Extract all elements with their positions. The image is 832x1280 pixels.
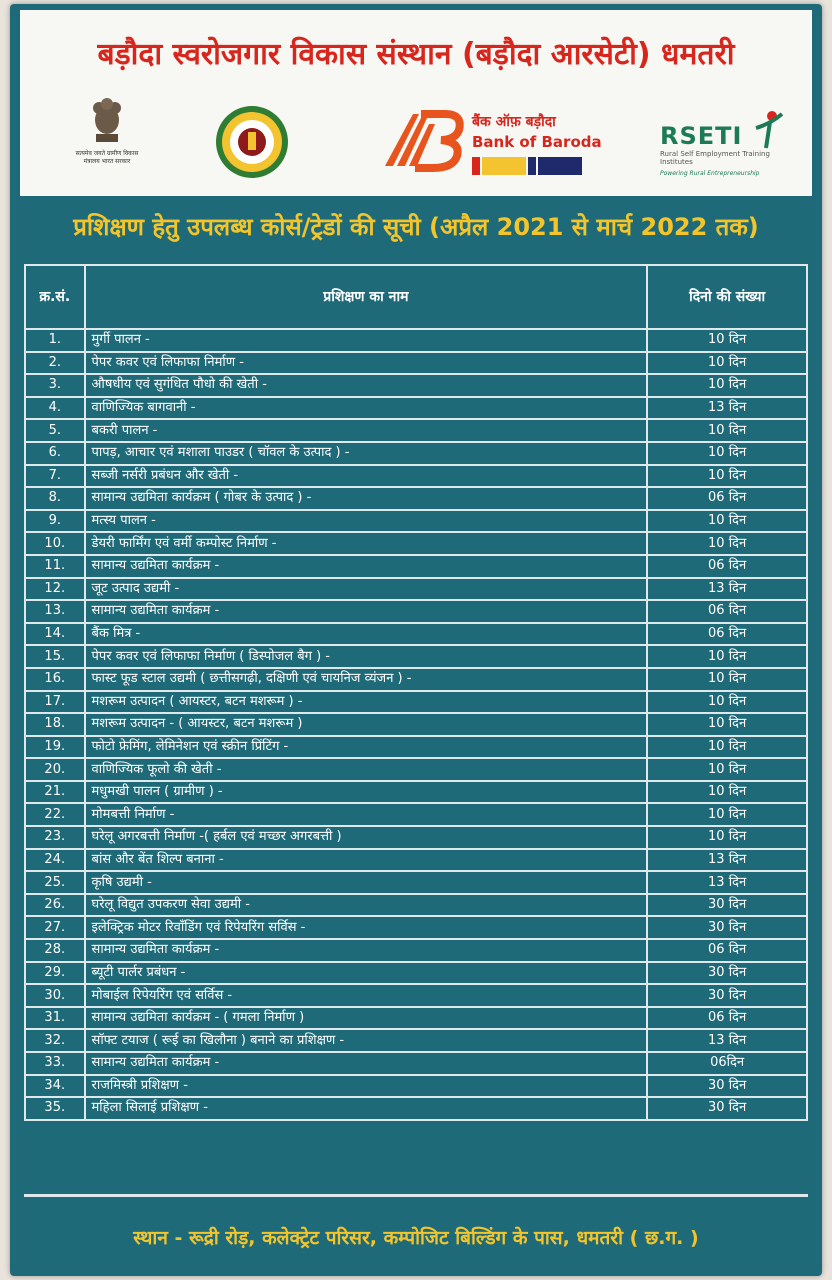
table-row: [25, 465, 807, 488]
row-course-name: पेपर कवर एवं लिफाफा निर्माण ( डिस्पोजल बैग ) -: [85, 645, 648, 668]
row-days: 06 दिन: [647, 600, 807, 623]
rseti-subtitle: Rural Self Employment Training Institutes: [660, 150, 770, 166]
table-row: [25, 1029, 807, 1052]
rseti-figure-icon: [752, 108, 786, 152]
row-days: 10 दिन: [647, 826, 807, 849]
row-serial: 25.: [25, 871, 85, 894]
table-row: [25, 939, 807, 962]
row-course-name: पापड़, आचार एवं मशाला पाउडर ( चॉवल के उत्पाद ) -: [85, 442, 648, 465]
rseti-tagline: Powering Rural Entrepreneurship: [660, 170, 760, 177]
row-days: 10 दिन: [647, 329, 807, 352]
table-row: [25, 397, 807, 420]
row-days: 10 दिन: [647, 374, 807, 397]
row-serial: 34.: [25, 1075, 85, 1098]
table-row: [25, 487, 807, 510]
table-row: [25, 645, 807, 668]
row-days: 13 दिन: [647, 1029, 807, 1052]
table-row: [25, 894, 807, 917]
row-serial: 30.: [25, 984, 85, 1007]
row-serial: 8.: [25, 487, 85, 510]
table-row: [25, 871, 807, 894]
row-serial: 16.: [25, 668, 85, 691]
list-subtitle: प्रशिक्षण हेतु उपलब्ध कोर्स/ट्रेडों की सूची (अप्रैल 2021 से मार्च 2022 तक): [73, 213, 759, 241]
row-course-name: फास्ट फूड स्टाल उद्यमी ( छत्तीसगढ़ी, दक्षिणी एवं चायनिज व्यंजन ) -: [85, 668, 648, 691]
row-days: 06 दिन: [647, 623, 807, 646]
row-days: 10 दिन: [647, 668, 807, 691]
row-course-name: डेयरी फार्मिंग एवं वर्मी कम्पोस्ट निर्माण -: [85, 532, 648, 555]
row-course-name: वाणिज्यिक फूलो की खेती -: [85, 758, 648, 781]
emblem-caption: सत्यमेव जयते ग्रामीण विकास मंत्रालय भारत सरकार: [75, 150, 139, 165]
bank-of-baroda-logo: [375, 106, 465, 176]
page-title: बड़ौदा स्वरोजगार विकास संस्थान (बड़ौदा आरसेटी) धमतरी: [97, 37, 735, 72]
table-row: [25, 803, 807, 826]
row-days: 06 दिन: [647, 1007, 807, 1030]
row-serial: 20.: [25, 758, 85, 781]
row-serial: 3.: [25, 374, 85, 397]
table-row: [25, 668, 807, 691]
table-row: [25, 736, 807, 759]
row-course-name: सामान्य उद्यमिता कार्यक्रम -: [85, 555, 648, 578]
merged-banks-strip: [472, 157, 612, 175]
row-days: 30 दिन: [647, 1097, 807, 1120]
table-row: [25, 352, 807, 375]
row-course-name: फोटो फ्रेमिंग, लेमिनेशन एवं स्क्रीन प्रिंटिंग -: [85, 736, 648, 759]
row-course-name: जूट उत्पाद उद्यमी -: [85, 578, 648, 601]
table-row: [25, 623, 807, 646]
table-row: [25, 849, 807, 872]
row-serial: 15.: [25, 645, 85, 668]
row-serial: 17.: [25, 691, 85, 714]
row-days: 06 दिन: [647, 555, 807, 578]
table-row: [25, 962, 807, 985]
row-course-name: सामान्य उद्यमिता कार्यक्रम -: [85, 1052, 648, 1075]
column-header-serial: क्र.सं.: [25, 265, 85, 329]
location-footer: स्थान - रूद्री रोड़, कलेक्ट्रेट परिसर, कम्पोजिट बिल्डिंग के पास, धमतरी ( छ.ग. ): [133, 1227, 699, 1249]
course-table: [24, 264, 808, 1121]
row-course-name: मशरूम उत्पादन - ( आयस्टर, बटन मशरूम ): [85, 713, 648, 736]
row-serial: 24.: [25, 849, 85, 872]
row-days: 30 दिन: [647, 962, 807, 985]
row-course-name: महिला सिलाई प्रशिक्षण -: [85, 1097, 648, 1120]
row-serial: 28.: [25, 939, 85, 962]
rseti-logo: [660, 108, 790, 184]
row-serial: 18.: [25, 713, 85, 736]
row-days: 10 दिन: [647, 736, 807, 759]
row-course-name: मत्स्य पालन -: [85, 510, 648, 533]
row-days: 10 दिन: [647, 419, 807, 442]
row-serial: 6.: [25, 442, 85, 465]
row-serial: 23.: [25, 826, 85, 849]
row-course-name: मोबाईल रिपेयरिंग एवं सर्विस -: [85, 984, 648, 1007]
row-course-name: सामान्य उद्यमिता कार्यक्रम - ( गमला निर्माण ): [85, 1007, 648, 1030]
row-days: 13 दिन: [647, 849, 807, 872]
bank-name-hindi: बैंक ऑफ़ बड़ौदा: [472, 114, 556, 130]
row-days: 30 दिन: [647, 916, 807, 939]
row-days: 10 दिन: [647, 442, 807, 465]
table-row: [25, 510, 807, 533]
header-panel: [20, 10, 812, 196]
state-seal-icon: [214, 104, 290, 180]
row-course-name: बांस और बेंत शिल्प बनाना -: [85, 849, 648, 872]
row-days: 10 दिन: [647, 465, 807, 488]
column-header-course-name: प्रशिक्षण का नाम: [85, 265, 648, 329]
row-serial: 11.: [25, 555, 85, 578]
table-row: [25, 532, 807, 555]
table-header-row: [25, 265, 807, 329]
row-days: 10 दिन: [647, 691, 807, 714]
row-serial: 26.: [25, 894, 85, 917]
row-course-name: बैंक मित्र -: [85, 623, 648, 646]
row-days: 30 दिन: [647, 1075, 807, 1098]
table-row: [25, 555, 807, 578]
row-days: 10 दिन: [647, 803, 807, 826]
row-course-name: मुर्गी पालन -: [85, 329, 648, 352]
row-course-name: राजमिस्त्री प्रशिक्षण -: [85, 1075, 648, 1098]
table-row: [25, 781, 807, 804]
row-course-name: सामान्य उद्यमिता कार्यक्रम ( गोबर के उत्पाद ) -: [85, 487, 648, 510]
table-row: [25, 1007, 807, 1030]
row-serial: 13.: [25, 600, 85, 623]
row-serial: 29.: [25, 962, 85, 985]
table-row: [25, 442, 807, 465]
table-row: [25, 374, 807, 397]
table-row: [25, 1075, 807, 1098]
row-days: 10 दिन: [647, 352, 807, 375]
national-emblem-logo: [72, 94, 142, 184]
bank-name-english: Bank of Baroda: [472, 133, 602, 151]
row-course-name: ब्यूटी पार्लर प्रबंधन -: [85, 962, 648, 985]
row-course-name: सब्जी नर्सरी प्रबंधन और खेती -: [85, 465, 648, 488]
row-serial: 21.: [25, 781, 85, 804]
table-row: [25, 578, 807, 601]
row-course-name: घरेलू अगरबत्ती निर्माण -( हर्बल एवं मच्छर अगरबत्ती ): [85, 826, 648, 849]
bank-of-baroda-wordmark: [472, 112, 612, 175]
row-course-name: मोमबत्ती निर्माण -: [85, 803, 648, 826]
row-serial: 32.: [25, 1029, 85, 1052]
row-serial: 9.: [25, 510, 85, 533]
row-days: 10 दिन: [647, 510, 807, 533]
row-serial: 4.: [25, 397, 85, 420]
row-days: 10 दिन: [647, 713, 807, 736]
row-serial: 31.: [25, 1007, 85, 1030]
row-days: 13 दिन: [647, 397, 807, 420]
row-days: 10 दिन: [647, 758, 807, 781]
baroda-sun-icon: [375, 106, 465, 176]
row-days: 10 दिन: [647, 645, 807, 668]
row-course-name: सॉफ्ट टयाज ( रूई का खिलौना ) बनाने का प्रशिक्षण -: [85, 1029, 648, 1052]
row-serial: 12.: [25, 578, 85, 601]
row-course-name: घरेलू विद्युत उपकरण सेवा उद्यमी -: [85, 894, 648, 917]
row-serial: 7.: [25, 465, 85, 488]
row-course-name: पेपर कवर एवं लिफाफा निर्माण -: [85, 352, 648, 375]
table-row: [25, 916, 807, 939]
row-serial: 33.: [25, 1052, 85, 1075]
table-row: [25, 600, 807, 623]
poster-banner: [10, 4, 822, 1276]
row-days: 13 दिन: [647, 578, 807, 601]
row-days: 06 दिन: [647, 939, 807, 962]
course-rows: [25, 329, 807, 1120]
row-days: 30 दिन: [647, 984, 807, 1007]
table-row: [25, 329, 807, 352]
table-row: [25, 691, 807, 714]
ashoka-emblem-icon: [72, 94, 142, 150]
row-serial: 14.: [25, 623, 85, 646]
table-row: [25, 713, 807, 736]
row-course-name: औषधीय एवं सुगंधित पौधो की खेती -: [85, 374, 648, 397]
table-row: [25, 419, 807, 442]
row-course-name: मधुमखी पालन ( ग्रामीण ) -: [85, 781, 648, 804]
row-serial: 5.: [25, 419, 85, 442]
row-serial: 19.: [25, 736, 85, 759]
row-days: 06 दिन: [647, 487, 807, 510]
footer-divider: [24, 1194, 808, 1197]
table-row: [25, 984, 807, 1007]
rseti-wordmark: RSETI: [660, 122, 743, 150]
row-course-name: कृषि उद्यमी -: [85, 871, 648, 894]
row-course-name: वाणिज्यिक बागवानी -: [85, 397, 648, 420]
row-serial: 22.: [25, 803, 85, 826]
row-course-name: सामान्य उद्यमिता कार्यक्रम -: [85, 939, 648, 962]
row-days: 30 दिन: [647, 894, 807, 917]
table-row: [25, 758, 807, 781]
table-row: [25, 826, 807, 849]
row-course-name: इलेक्ट्रिक मोटर रिवाँडिंग एवं रिपेयरिंग सर्विस -: [85, 916, 648, 939]
row-days: 06दिन: [647, 1052, 807, 1075]
chhattisgarh-seal-logo: [214, 104, 290, 180]
row-serial: 2.: [25, 352, 85, 375]
row-serial: 35.: [25, 1097, 85, 1120]
table-row: [25, 1052, 807, 1075]
row-days: 10 दिन: [647, 781, 807, 804]
row-serial: 1.: [25, 329, 85, 352]
row-days: 10 दिन: [647, 532, 807, 555]
column-header-days: दिनो की संख्या: [647, 265, 807, 329]
row-course-name: बकरी पालन -: [85, 419, 648, 442]
row-serial: 10.: [25, 532, 85, 555]
table-row: [25, 1097, 807, 1120]
row-days: 13 दिन: [647, 871, 807, 894]
row-course-name: मशरूम उत्पादन ( आयस्टर, बटन मशरूम ) -: [85, 691, 648, 714]
row-serial: 27.: [25, 916, 85, 939]
row-course-name: सामान्य उद्यमिता कार्यक्रम -: [85, 600, 648, 623]
